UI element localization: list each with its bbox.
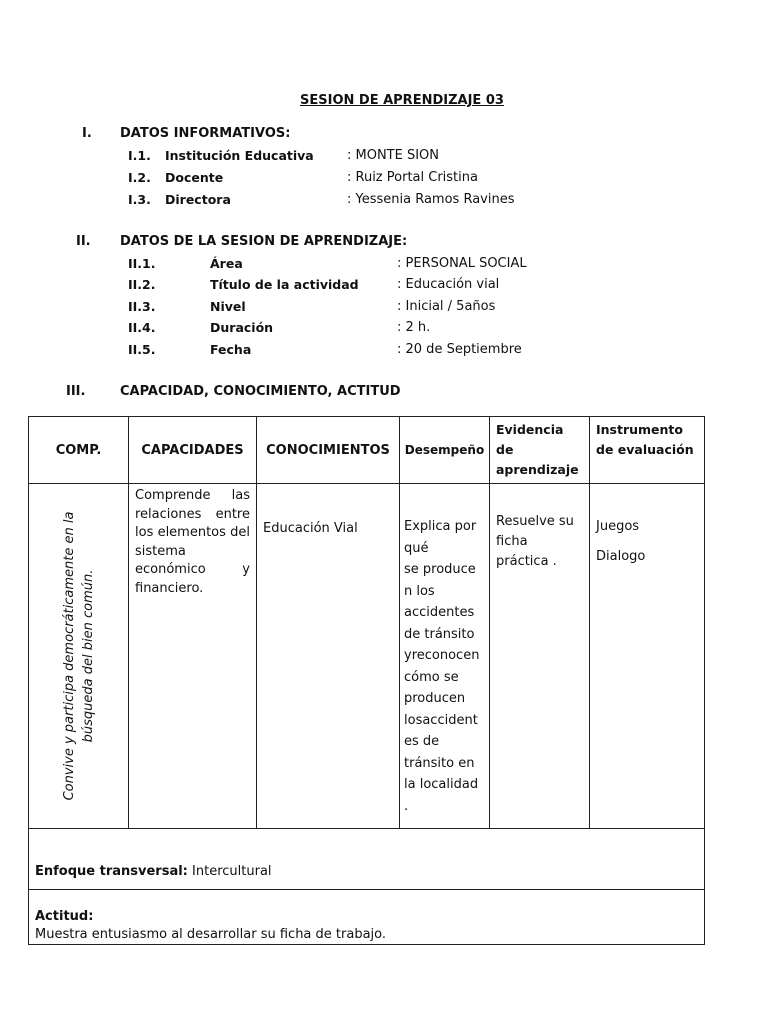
field-label-institucion: Institución Educativa xyxy=(165,148,314,163)
field-label-area: Área xyxy=(210,256,243,271)
header-instrumento: Instrumento de evaluación xyxy=(590,417,705,484)
evidencia-line: ficha xyxy=(496,534,528,549)
desempeno-line: se produce xyxy=(404,562,476,577)
row-number: II.3. xyxy=(128,299,156,314)
row-number: II.1. xyxy=(128,256,156,271)
enfoque-value: Intercultural xyxy=(192,864,272,879)
actitud-row xyxy=(29,890,705,945)
row-number: I.2. xyxy=(128,170,151,185)
header-comp: COMP. xyxy=(29,417,129,484)
desempeno-line: la localidad xyxy=(404,777,479,792)
field-value-nivel: : Inicial / 5años xyxy=(397,299,496,314)
enfoque-row xyxy=(29,829,705,890)
field-value-fecha: : 20 de Septiembre xyxy=(397,342,522,357)
row-number: II.5. xyxy=(128,342,156,357)
section-3-heading: CAPACIDAD, CONOCIMIENTO, ACTITUD xyxy=(120,384,401,399)
comp-cell xyxy=(29,484,129,829)
row-number: I.3. xyxy=(128,192,151,207)
header-capacidades: CAPACIDADES xyxy=(129,417,257,484)
field-label-fecha: Fecha xyxy=(210,342,252,357)
desempeno-text xyxy=(400,484,489,820)
field-value-area: : PERSONAL SOCIAL xyxy=(397,256,527,271)
competency-table xyxy=(28,416,705,945)
desempeno-line: qué xyxy=(404,540,429,556)
conocimientos-cell xyxy=(257,484,400,829)
desempeno-line: cómo se xyxy=(404,669,459,685)
section-3-number: III. xyxy=(66,384,86,399)
instrumento-line: Dialogo xyxy=(596,549,646,564)
evidencia-cell xyxy=(490,484,590,829)
desempeno-line: . xyxy=(404,798,409,814)
field-label-nivel: Nivel xyxy=(210,299,246,314)
desempeno-line: producen xyxy=(404,691,466,706)
field-label-titulo: Título de la actividad xyxy=(210,277,359,292)
field-value-duracion: : 2 h. xyxy=(397,320,431,335)
section-1-heading: DATOS INFORMATIVOS: xyxy=(120,126,291,141)
section-2-number: II. xyxy=(76,234,91,249)
desempeno-line: n los xyxy=(404,583,435,599)
table-row xyxy=(29,484,705,829)
instrumento-cell xyxy=(590,484,705,829)
field-label-duracion: Duración xyxy=(210,320,274,335)
evidencia-line: Resuelve su xyxy=(496,514,574,529)
conocimientos-text: Educación Vial xyxy=(263,521,358,536)
table-header-row xyxy=(29,417,705,484)
document-title: SESION DE APRENDIZAJE 03 xyxy=(300,93,504,108)
field-label-docente: Docente xyxy=(165,170,224,185)
desempeno-cell xyxy=(400,484,490,829)
capacidades-cell xyxy=(129,484,257,829)
field-value-docente: : Ruiz Portal Cristina xyxy=(347,170,478,185)
capacidades-text: Comprende las relaciones entre los elementos del sistema económico y financiero. xyxy=(135,488,250,596)
desempeno-line: losaccident xyxy=(404,712,478,728)
desempeno-line: Explica por xyxy=(404,519,477,534)
field-label-directora: Directora xyxy=(165,192,231,207)
enfoque-label: Enfoque transversal: xyxy=(35,864,188,879)
header-conocimientos: CONOCIMIENTOS xyxy=(257,417,400,484)
desempeno-line: accidentes xyxy=(404,605,475,620)
header-desempeno: Desempeño xyxy=(400,417,490,484)
section-2-heading: DATOS DE LA SESION DE APRENDIZAJE: xyxy=(120,234,408,249)
field-value-directora: : Yessenia Ramos Ravines xyxy=(347,192,515,207)
instrumento-text xyxy=(590,484,704,575)
evidencia-line: práctica . xyxy=(496,554,557,569)
desempeno-line: es de xyxy=(404,734,440,749)
desempeno-line: yreconocen xyxy=(404,648,480,663)
comp-text: Convive y participa democráticamente en la búsqueda del bien común. xyxy=(61,511,96,801)
evidencia-text xyxy=(490,484,589,575)
row-number: II.2. xyxy=(128,277,156,292)
header-evidencia: Evidencia de aprendizaje xyxy=(490,417,590,484)
field-value-institucion: : MONTE SION xyxy=(347,148,440,163)
desempeno-line: tránsito en xyxy=(404,755,475,771)
row-number: II.4. xyxy=(128,320,156,335)
instrumento-line: Juegos xyxy=(596,519,640,534)
row-number: I.1. xyxy=(128,148,151,163)
actitud-label: Actitud: xyxy=(35,909,94,924)
desempeno-line: de tránsito xyxy=(404,626,475,642)
actitud-value: Muestra entusiasmo al desarrollar su ficha de trabajo. xyxy=(35,927,387,942)
field-value-titulo: : Educación vial xyxy=(397,277,500,292)
section-1-number: I. xyxy=(82,126,92,141)
